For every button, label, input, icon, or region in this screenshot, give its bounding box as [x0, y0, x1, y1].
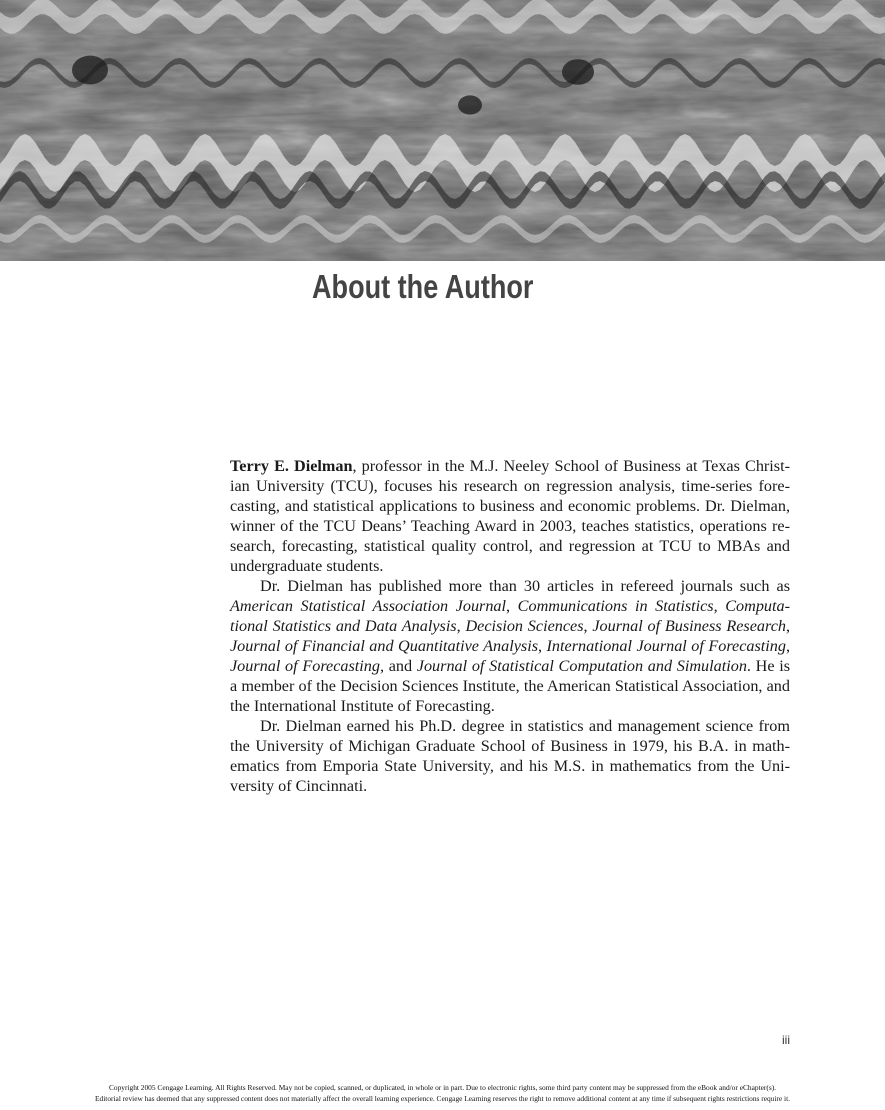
text-run: ,: [506, 597, 518, 615]
text-run: . He is a member of the Decision Sciences Institute, the American Statistical Association, and the International Institute of Forecasting.: [230, 657, 791, 715]
page-number: iii: [782, 1033, 790, 1047]
journal-title: Communications in Statistics: [517, 597, 714, 615]
journal-title: Journal of Statistical Computation and Simulation: [416, 657, 747, 675]
journal-title: Journal of Financial and Quantitative Analysis: [230, 637, 539, 655]
author-name: Terry E. Dielman: [230, 457, 353, 475]
journal-title: Journal of Business Research: [592, 617, 786, 635]
page-title: About the Author: [312, 268, 534, 305]
marbled-wave-pattern-image: [0, 0, 885, 261]
text-run: ,: [713, 597, 726, 615]
dark-blot: [458, 95, 482, 114]
paragraph-3: [230, 716, 790, 796]
text-run: Dr. Dielman has published more than 30 articles in refereed journals such as: [260, 577, 790, 595]
journal-title: Decision Sciences: [465, 617, 584, 635]
text-run: and: [384, 657, 417, 675]
text-run: ,: [456, 617, 466, 635]
journal-title: Journal of Forecasting,: [230, 657, 385, 675]
paragraph-1: [230, 456, 790, 576]
text-run: ,: [785, 637, 791, 655]
journal-title: American Statistical Association Journal: [230, 597, 507, 615]
text-run: ,: [785, 617, 791, 635]
copyright-footer: [0, 1082, 885, 1104]
text-run: ,: [538, 637, 547, 655]
text-run: , professor in the M.J. Neeley School of Business at Texas Christian University (TCU), focuses his research on regression analysis, time-series forecasting, and statistical applications to business and economic problems. Dr. Dielman, winner of the TCU Deans’ Teaching Award in 2003, teaches statistics, operations research, forecasting, statistical quality control, and regression at TCU to MBAs and undergraduate students.: [230, 457, 790, 575]
journal-title: International Journal of Forecasting: [546, 637, 786, 655]
paragraph-2: [230, 576, 790, 716]
author-biography: [230, 456, 790, 796]
text-run: ,: [583, 617, 593, 635]
journal-title: Computational Statistics and Data Analysis: [230, 597, 791, 635]
copyright-line-1: Copyright 2005 Cengage Learning. All Rights Reserved. May not be copied, scanned, or duplicated, in whole or in part. Due to electronic rights, some third party content may be suppressed from the eBook and/or eChapter(s).: [108, 1083, 777, 1092]
dark-blot: [562, 59, 594, 85]
text-run: Dr. Dielman earned his Ph.D. degree in statistics and management science from the University of Michigan Graduate School of Business in 1979, his B.A. in mathematics from Emporia State University, and his M.S. in mathematics from the University of Cincinnati.: [230, 717, 790, 795]
copyright-line-2: Editorial review has deemed that any suppressed content does not materially affect the overall learning experience. Cengage Learning reserves the right to remove additional content at any time if subsequent rights restrictions require it.: [95, 1094, 790, 1103]
header-banner-image: [0, 0, 885, 261]
dark-blot: [72, 56, 108, 85]
